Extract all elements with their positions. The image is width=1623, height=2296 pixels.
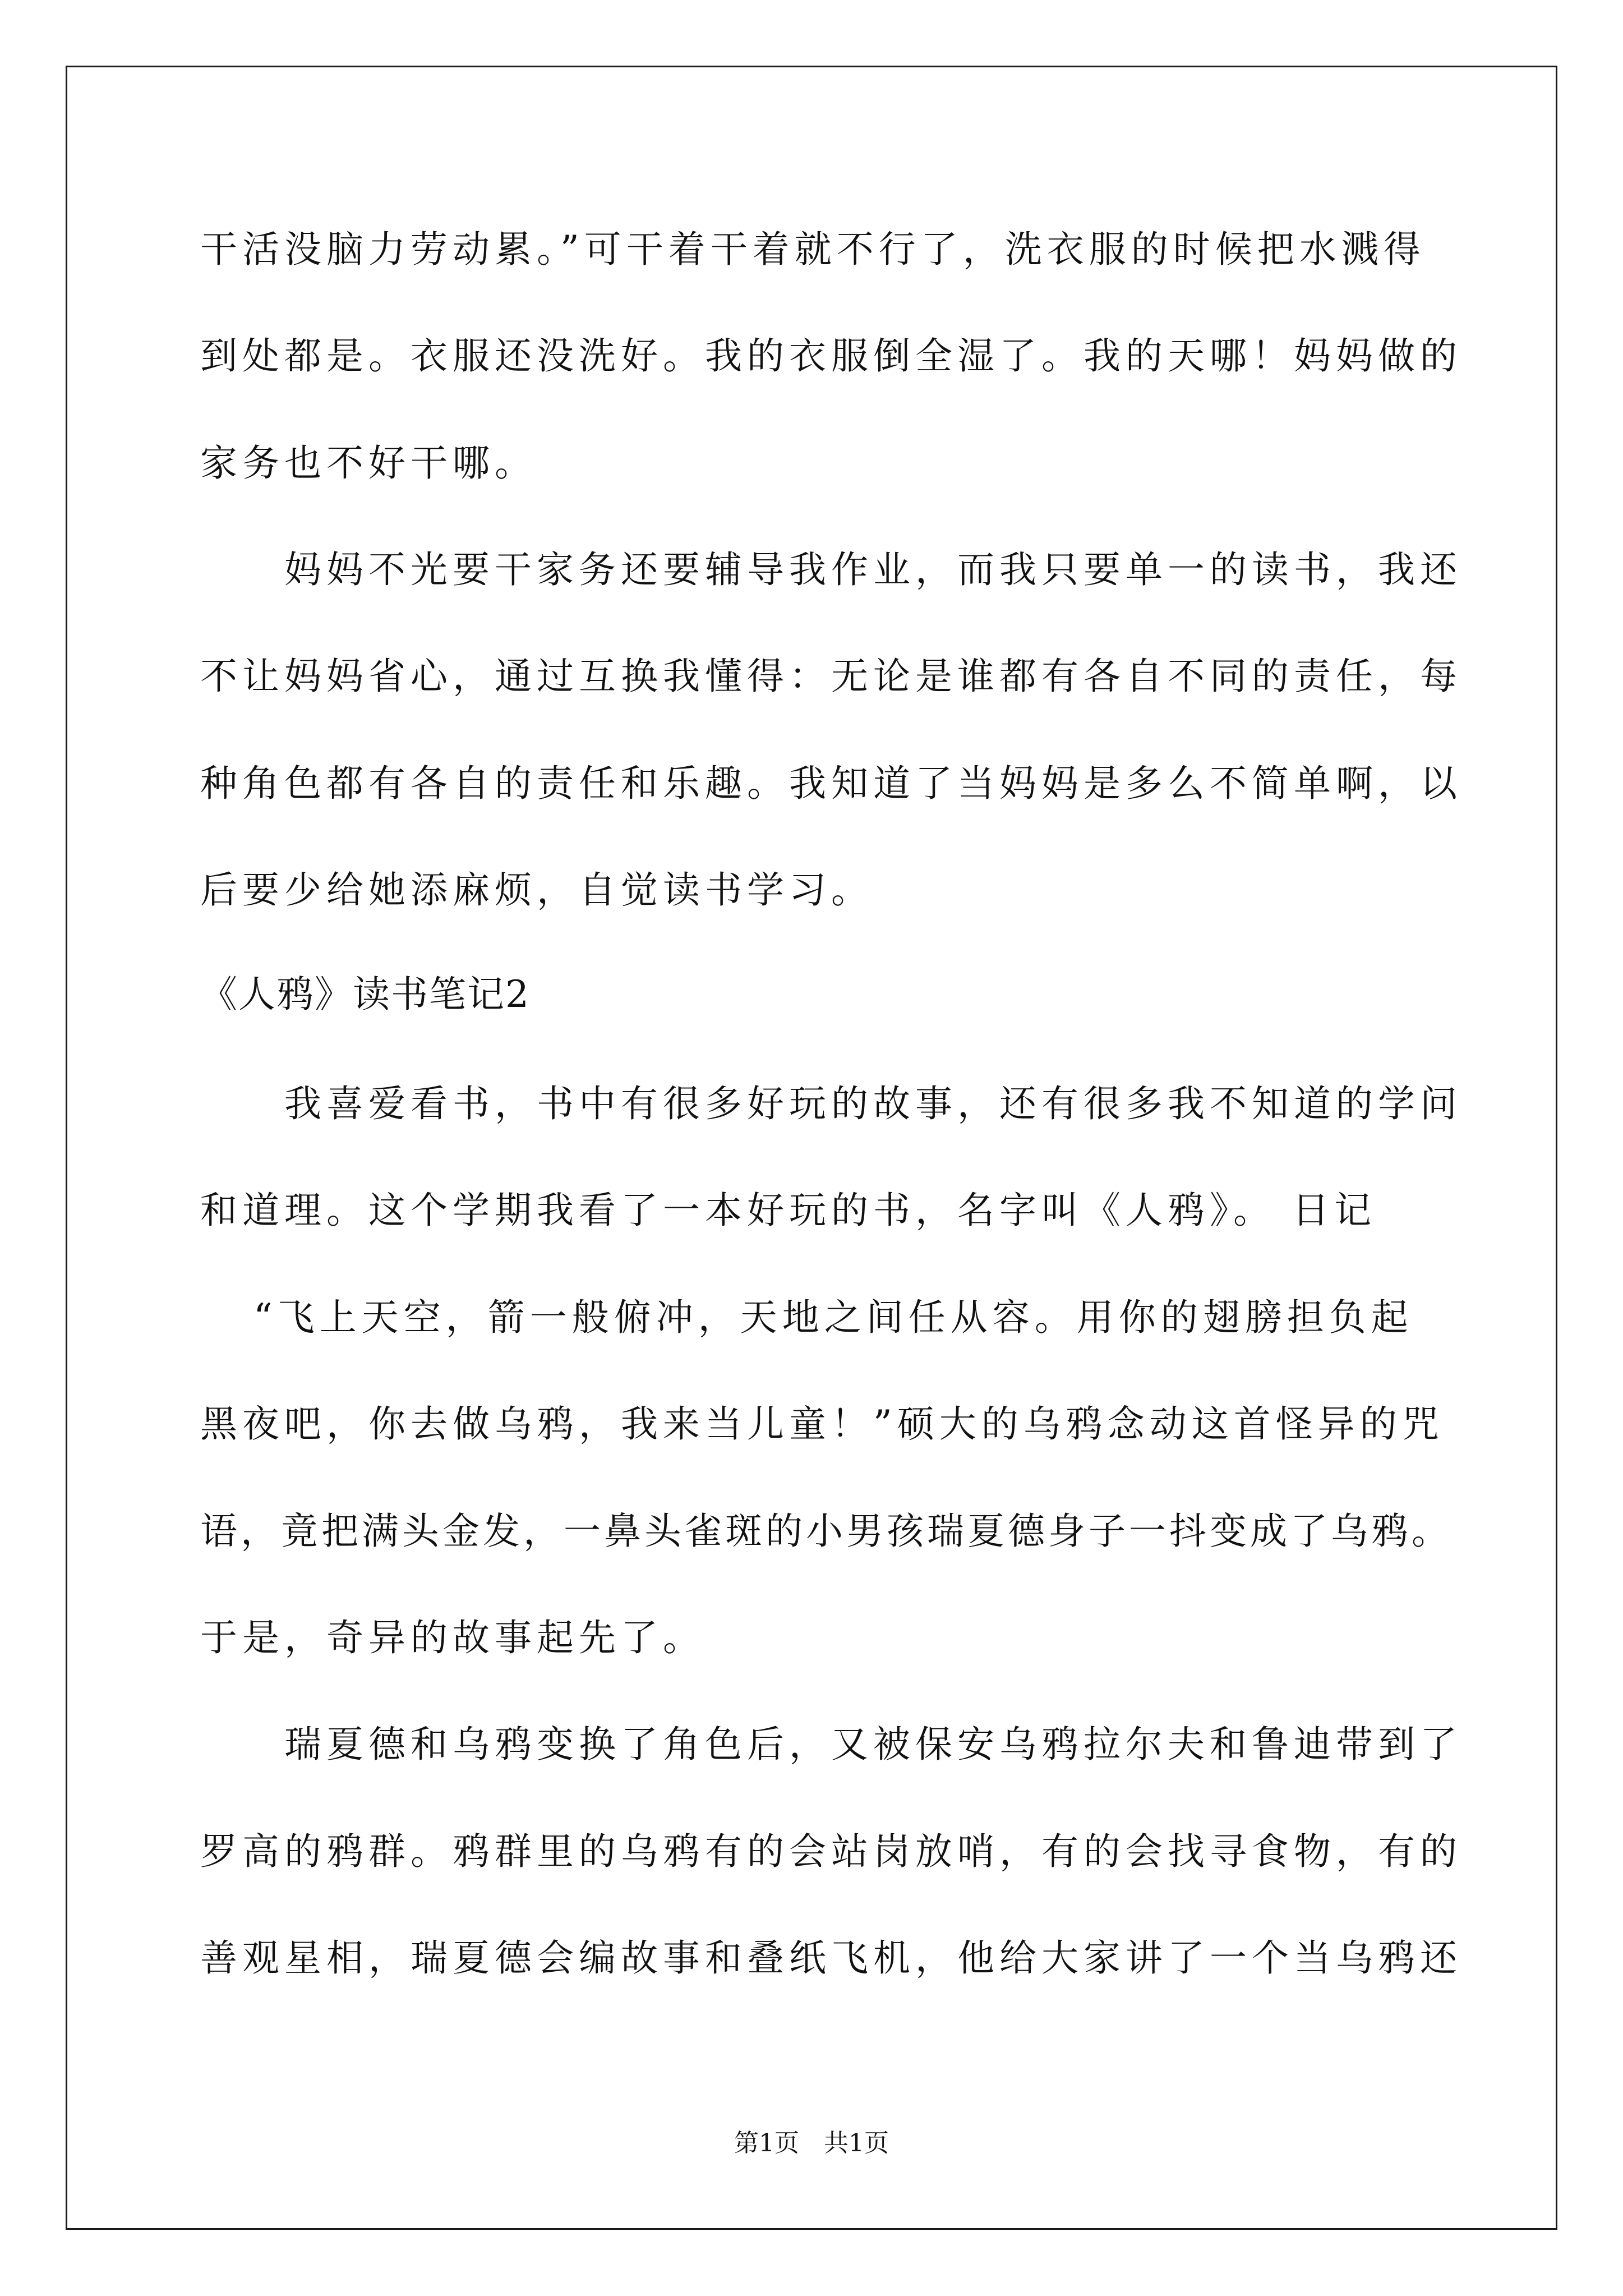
text-line: 到处都是。衣服还没洗好。我的衣服倒全湿了。我的天哪！妈妈做的: [200, 334, 1462, 378]
text-line: 和道理。这个学期我看了一本好玩的书，名字叫《人鸦》。 日记: [200, 1189, 1376, 1232]
text-line: 后要少给她添麻烦，自觉读书学习。: [200, 868, 873, 912]
text-line: 不让妈妈省心，通过互换我懂得：无论是谁都有各自不同的责任，每: [200, 655, 1462, 698]
text-line: 干活没脑力劳动累。”可干着干着就不行了，洗衣服的时候把水溅得: [200, 228, 1426, 271]
page-number-footer: 第1页 共1页: [734, 2129, 889, 2157]
text-line: 我喜爱看书，书中有很多好玩的故事，还有很多我不知道的学问: [284, 1082, 1462, 1125]
text-line: “飞上天空，箭一般俯冲，天地之间任从容。用你的翅膀担负起: [253, 1296, 1413, 1339]
text-line: 于是，奇异的故事起先了。: [200, 1616, 705, 1659]
text-line: 罗高的鸦群。鸦群里的乌鸦有的会站岗放哨，有的会找寻食物，有的: [200, 1830, 1462, 1873]
text-line: 家务也不好干哪。: [200, 441, 537, 485]
text-line: 瑞夏德和乌鸦变换了角色后，又被保安乌鸦拉尔夫和鲁迪带到了: [284, 1723, 1462, 1766]
page-border: [66, 66, 1557, 2230]
text-line: 语，竟把满头金发，一鼻头雀斑的小男孩瑞夏德身子一抖变成了乌鸦。: [200, 1510, 1452, 1553]
text-line: 黑夜吧，你去做乌鸦，我来当儿童！”硕大的乌鸦念动这首怪异的咒: [200, 1402, 1444, 1446]
text-line: 妈妈不光要干家务还要辅导我作业，而我只要单一的读书，我还: [284, 548, 1462, 591]
section-heading: 《人鸦》读书笔记2: [200, 973, 530, 1016]
text-line: 种角色都有各自的责任和乐趣。我知道了当妈妈是多么不简单啊，以: [200, 762, 1462, 805]
text-line: 善观星相，瑞夏德会编故事和叠纸飞机，他给大家讲了一个当乌鸦还: [200, 1936, 1462, 1980]
